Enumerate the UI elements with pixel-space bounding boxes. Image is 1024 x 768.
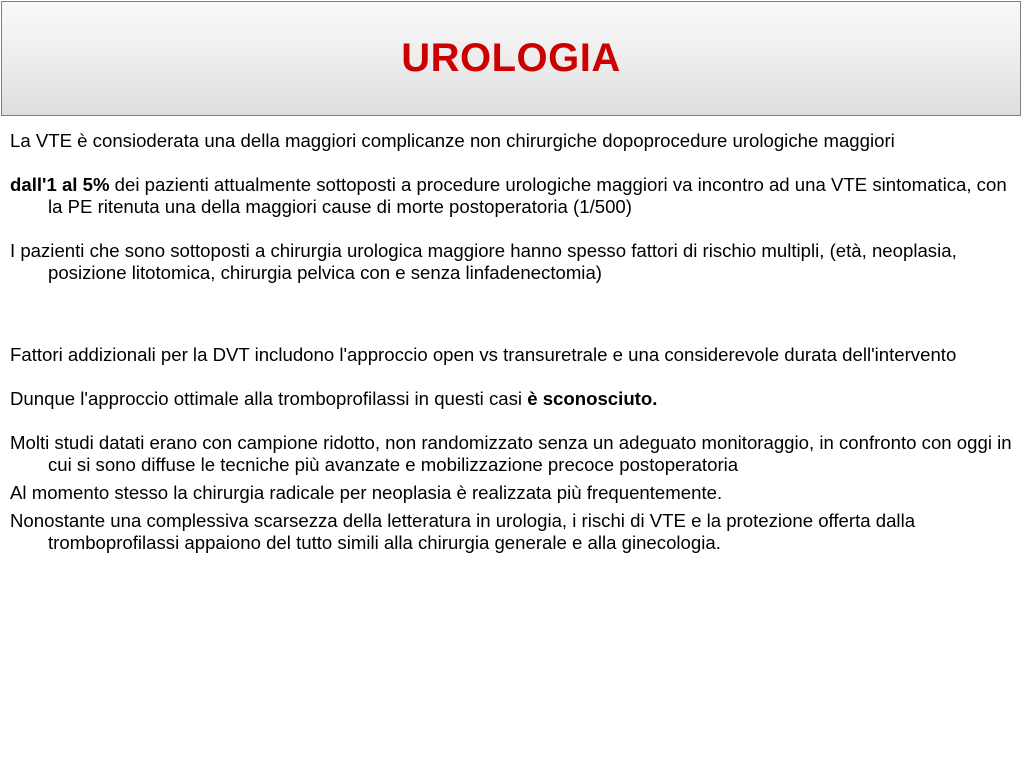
- title-header: [1, 1, 1021, 116]
- paragraph-incidence: [10, 174, 1016, 218]
- paragraph-conclusion: [10, 510, 1016, 554]
- unknown-highlight: è sconosciuto.: [527, 388, 658, 409]
- paragraph-text: Nonostante una complessiva scarsezza della letteratura in urologia, i rischi di VTE e la protezione offerta dalla tromboprofilassi appaiono del tutto simili alla chirurgia generale e alla ginecologia.: [10, 510, 916, 553]
- paragraph-text: I pazienti che sono sottoposti a chirurgia urologica maggiore hanno spesso fattori di rischio multipli, (età, neoplasia, posizione litotomica, chirurgia pelvica con e senza linfadenectomia): [10, 240, 957, 283]
- slide-body: [10, 130, 1016, 554]
- paragraph-text: dei pazienti attualmente sottoposti a procedure urologiche maggiori va incontro ad una VTE sintomatica, con la PE ritenuta una della maggiori cause di morte postoperatoria (1/500): [48, 174, 1007, 217]
- paragraph-radical-surgery: [10, 482, 1016, 504]
- incidence-highlight: dall'1 al 5%: [10, 174, 110, 195]
- paragraph-text: La VTE è consioderata una della maggiori complicanze non chirurgiche dopoprocedure urologiche maggiori: [10, 130, 895, 151]
- paragraph-risk-factors: [10, 240, 1016, 284]
- paragraph-text: Dunque l'approccio ottimale alla tromboprofilassi in questi casi: [10, 388, 528, 409]
- paragraph-additional-factors: [10, 344, 1016, 366]
- paragraph-old-studies: [10, 432, 1016, 476]
- slide-title: UROLOGIA: [401, 36, 621, 80]
- paragraph-optimal-approach: [10, 388, 1016, 410]
- paragraph-text: Molti studi datati erano con campione ridotto, non randomizzato senza un adeguato monitoraggio, in confronto con oggi in cui si sono diffuse le tecniche più avanzate e mobilizzazione precoce postoperatoria: [10, 432, 1012, 475]
- paragraph-vte-complication: [10, 130, 1016, 152]
- paragraph-text: Al momento stesso la chirurgia radicale per neoplasia è realizzata più frequentemente.: [10, 482, 723, 503]
- paragraph-text: Fattori addizionali per la DVT includono l'approccio open vs transuretrale e una considerevole durata dell'intervento: [10, 344, 957, 365]
